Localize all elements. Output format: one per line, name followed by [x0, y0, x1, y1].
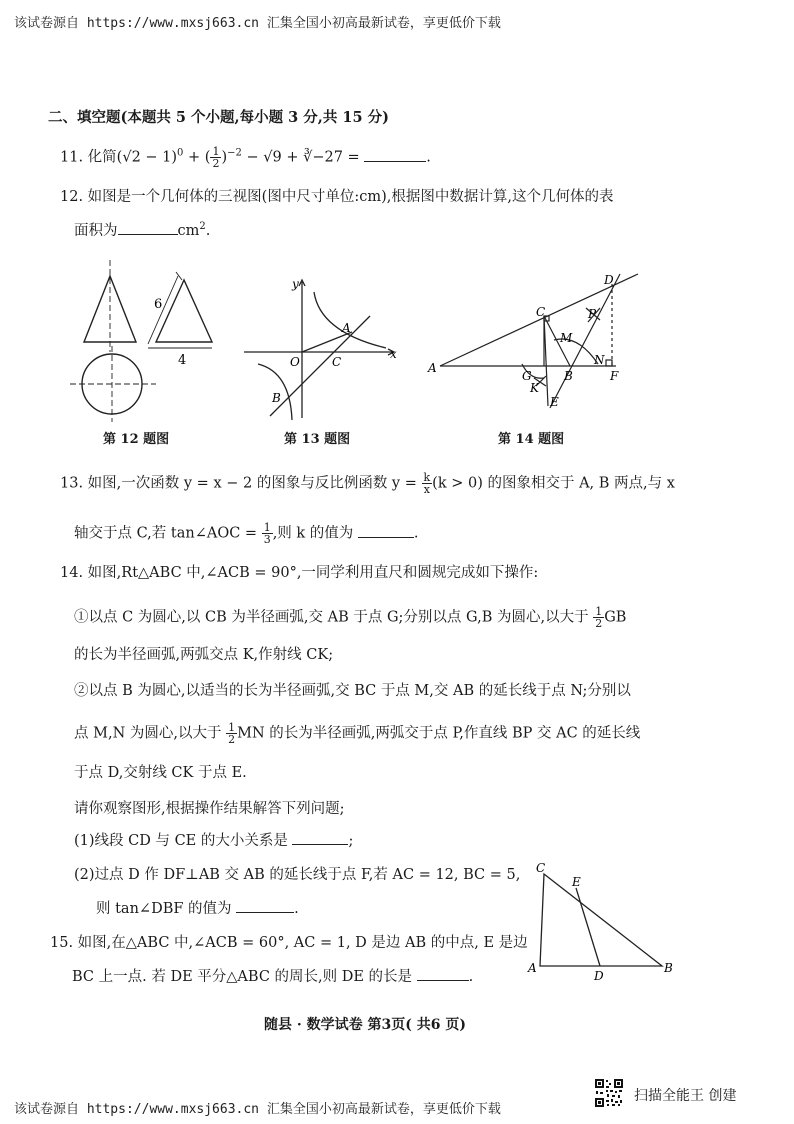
q11-number: 11.: [60, 149, 84, 166]
fig14-f: F: [610, 369, 619, 383]
figure-12-caption: 第 12 题图: [103, 432, 170, 447]
q13-line2: [74, 522, 419, 545]
q14-sub2-answer-blank[interactable]: [236, 912, 294, 913]
q14-line7: 请你观察图形,根据操作结果解答下列问题;: [74, 801, 345, 817]
q14-half-2-num: 1: [228, 721, 236, 734]
q14-sub1-answer-blank[interactable]: [292, 844, 348, 845]
q11-end: .: [426, 149, 431, 166]
q13-third-den: 3: [263, 533, 271, 546]
q13-line2-a: 轴交于点 C,若 tan∠AOC =: [74, 525, 258, 542]
fig13-c: C: [332, 355, 342, 369]
fig14-k: K: [530, 381, 539, 395]
q13-line1: [60, 472, 675, 495]
q12-unit: cm: [177, 222, 200, 239]
q15-answer-blank[interactable]: [417, 980, 469, 981]
figure-12-three-views: [60, 252, 230, 424]
q13-third-num: 1: [263, 521, 271, 534]
figure-13-function-graph: [240, 272, 400, 424]
q11-prefix: 化简(√2 − 1): [87, 149, 178, 166]
fig14-a: A: [428, 361, 437, 375]
q14-sub2: (2)过点 D 作 DF⊥AB 交 AB 的延长线于点 F,若 AC = 12, BC = 5,: [74, 867, 521, 883]
fig13-b: B: [272, 391, 281, 405]
q14-line2: [74, 606, 626, 629]
q13-k: k: [423, 471, 431, 484]
fig14-b: B: [564, 369, 573, 383]
fig14-n: N: [594, 353, 605, 367]
section-title: 二、填空题(本题共 5 个小题,每小题 3 分,共 15 分): [48, 109, 389, 126]
figure-15-triangle: [524, 858, 684, 982]
figure-14-construction: [424, 268, 644, 424]
q12-line2: [74, 222, 210, 238]
figure-14-caption: 第 14 题图: [498, 432, 565, 447]
q14-sub2b-end: .: [294, 901, 299, 917]
q14-line4: ②以点 B 为圆心,以适当的长为半径画弧,交 BC 于点 M,交 AB 的延长线于点 N;分别以: [74, 683, 631, 699]
q13-line1-b: (k > 0) 的图象相交于 A, B 两点,与 x: [432, 475, 675, 492]
bottom-banner: 该试卷源自 https://www.mxsj663.cn 汇集全国小初高最新试卷，享更低价下载: [14, 1102, 501, 1117]
fig13-a: A: [342, 321, 351, 335]
q14-sub2b: [96, 902, 299, 917]
fig14-p: P: [588, 307, 597, 321]
q14-line3: 的长为半径画弧,两弧交点 K,作射线 CK;: [74, 647, 334, 663]
q14-line5-b: MN 的长为半径画弧,两弧交于点 P,作直线 BP 交 AC 的延长线: [237, 725, 641, 742]
q14-line1: 14. 如图,Rt△ABC 中,∠ACB = 90°,一同学利用直尺和圆规完成如下操作:: [60, 565, 539, 581]
q11-half-num: 1: [212, 145, 220, 158]
q14-half-2: [226, 722, 237, 745]
q13-line1-a: 13. 如图,一次函数 y = x − 2 的图象与反比例函数 y =: [60, 475, 417, 492]
fig15-c: C: [536, 861, 546, 875]
q13-answer-blank[interactable]: [358, 537, 414, 538]
q15-line2: [72, 970, 473, 985]
q14-half-1: [593, 606, 604, 629]
q14-sub1-text: (1)线段 CD 与 CE 的大小关系是: [74, 833, 288, 849]
qr-code-icon: [594, 1078, 624, 1108]
q14-line2-a: ①以点 C 为圆心,以 CB 为半径画弧,交 AB 于点 G;分别以点 G,B 为圆心,以大于: [74, 609, 589, 626]
fig15-e: E: [572, 875, 581, 889]
q14-half-2-den: 2: [228, 733, 236, 746]
fig12-dim-4: 4: [178, 353, 187, 368]
figure-13-caption: 第 13 题图: [284, 432, 351, 447]
q14-line2-b: GB: [604, 609, 627, 626]
question-11: [60, 146, 431, 169]
q13-x: x: [423, 483, 430, 496]
fig13-y: y: [292, 277, 299, 291]
q14-line5-a: 点 M,N 为圆心,以大于: [74, 725, 222, 742]
q12-unit-sup: 2: [199, 221, 206, 232]
fig12-dim-6: 6: [154, 297, 163, 312]
q14-half-1-den: 2: [595, 617, 603, 630]
q11-half-den: 2: [212, 157, 220, 170]
fig15-b: B: [664, 961, 673, 975]
fig13-x: x: [390, 347, 397, 361]
page-footer: 随县 · 数学试卷 第3页( 共6 页): [264, 1017, 466, 1033]
q15-end: .: [468, 969, 474, 985]
fig15-d: D: [594, 969, 604, 982]
q11-answer-blank[interactable]: [364, 161, 426, 162]
fig14-d: D: [604, 273, 614, 287]
q11-after: ): [221, 149, 228, 166]
q13-one-third: [262, 522, 273, 545]
q13-line2-b: ,则 k 的值为: [272, 525, 354, 542]
q12-line1: 12. 如图是一个几何体的三视图(图中尺寸单位:cm),根据图中数据计算,这个几何体的表: [60, 189, 614, 205]
fig14-c: C: [536, 305, 546, 319]
q11-rest: − √9 + ∛−27 =: [241, 149, 360, 166]
q14-half-1-num: 1: [595, 605, 603, 618]
q12-answer-blank[interactable]: [118, 234, 178, 235]
q13-k-over-x: [422, 472, 433, 495]
q15-line2-text: BC 上一点. 若 DE 平分△ABC 的周长,则 DE 的长是: [72, 969, 413, 985]
q14-line5: [74, 722, 640, 745]
q11-half: [210, 146, 221, 169]
scanner-brand-text: 扫描全能王 创建: [634, 1088, 737, 1104]
q14-sub1: [74, 834, 353, 849]
fig14-m: M: [560, 331, 573, 345]
q11-exp2: −2: [227, 147, 242, 159]
q14-sub1-end: ;: [348, 833, 354, 849]
fig14-g: G: [522, 369, 532, 383]
top-banner: 该试卷源自 https://www.mxsj663.cn 汇集全国小初高最新试卷，享更低价下载: [14, 16, 501, 31]
q14-sub2b-text: 则 tan∠DBF 的值为: [96, 901, 232, 917]
q15-line1: 15. 如图,在△ABC 中,∠ACB = 60°, AC = 1, D 是边 AB 的中点, E 是边: [50, 935, 528, 951]
q12-line2-pre: 面积为: [74, 222, 118, 239]
q13-end: .: [413, 525, 419, 542]
fig14-e: E: [550, 395, 559, 409]
q11-plus: + (: [183, 149, 211, 166]
q11-exp0: 0: [177, 147, 184, 159]
fig13-o: O: [290, 355, 300, 369]
fig15-a: A: [528, 961, 537, 975]
q14-line6: 于点 D,交射线 CK 于点 E.: [74, 765, 247, 781]
q12-end: .: [205, 222, 211, 239]
